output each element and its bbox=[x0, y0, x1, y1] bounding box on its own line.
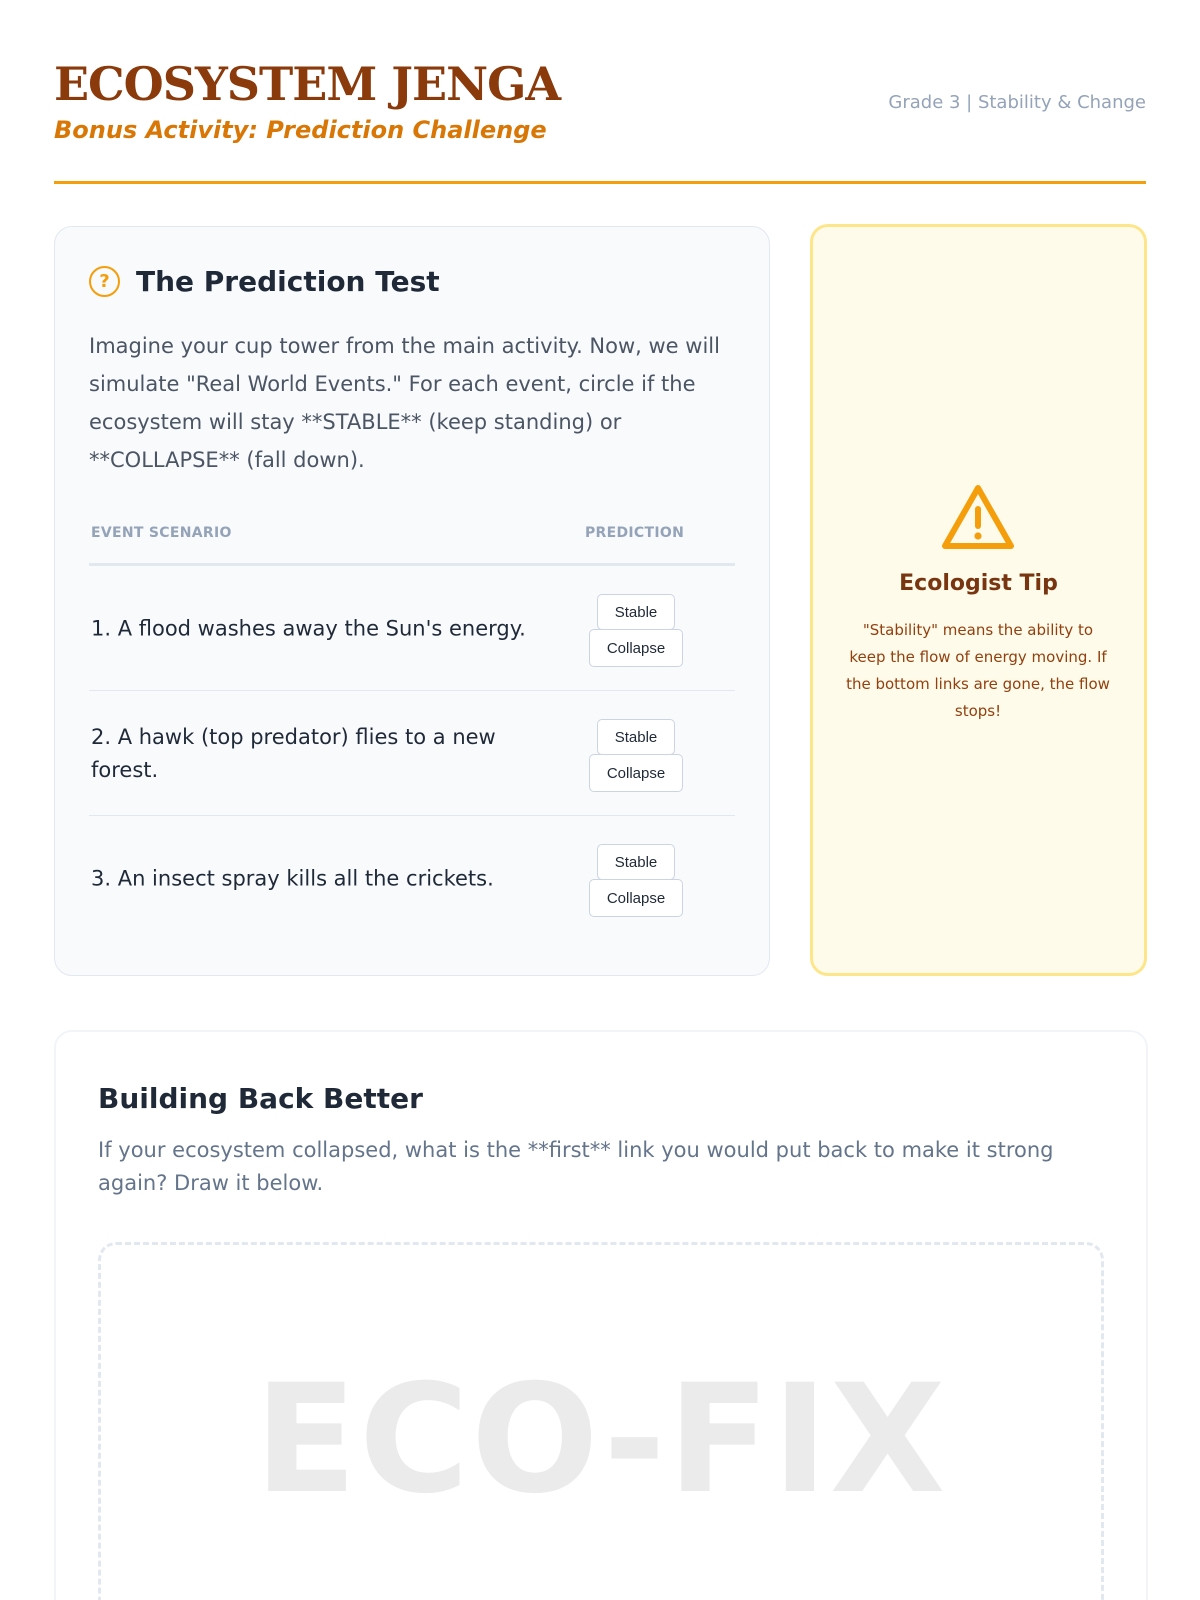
eco-fix-watermark: ECO-FIX bbox=[254, 1353, 948, 1527]
section-instructions: If your ecosystem collapsed, what is the **first** link you would put back to make it strong again? Draw it below. bbox=[98, 1138, 1054, 1195]
tip-title: Ecologist Tip bbox=[899, 571, 1058, 596]
event-scenario: 2. A hawk (top predator) flies to a new forest. bbox=[91, 724, 496, 782]
page-title: ECOSYSTEM JENGA bbox=[54, 57, 561, 111]
grade-label: Grade 3 | Stability & Change bbox=[888, 92, 1146, 113]
building-back-better-card bbox=[54, 1030, 1148, 1600]
section-title: Building Back Better bbox=[98, 1082, 423, 1115]
prediction-intro-text: Imagine your cup tower from the main activity. Now, we will simulate "Real World Events." For each event, circle if the ecosystem will stay **STABLE** (keep standing) or **COLLAPSE** (fall down). bbox=[89, 334, 720, 472]
table-row bbox=[89, 817, 735, 941]
event-scenario: 3. An insect spray kills all the crickets. bbox=[91, 866, 494, 891]
collapse-button[interactable]: Collapse bbox=[589, 879, 683, 917]
ecologist-tip-box bbox=[810, 224, 1147, 976]
table-row bbox=[89, 567, 735, 691]
column-header-prediction: PREDICTION bbox=[585, 525, 685, 541]
page-subtitle: Bonus Activity: Prediction Challenge bbox=[54, 116, 547, 144]
warning-triangle-icon bbox=[940, 483, 1016, 551]
stable-button[interactable]: Stable bbox=[597, 594, 675, 630]
stable-button[interactable]: Stable bbox=[597, 719, 675, 755]
drawing-area[interactable] bbox=[98, 1242, 1104, 1600]
prediction-test-title: The Prediction Test bbox=[136, 265, 440, 298]
event-scenario: 1. A flood washes away the Sun's energy. bbox=[91, 616, 526, 640]
question-circle-icon: ? bbox=[89, 266, 120, 297]
page-header bbox=[54, 56, 1146, 184]
table-header-divider bbox=[89, 563, 735, 566]
prediction-test-heading bbox=[89, 265, 440, 298]
table-row bbox=[89, 692, 735, 816]
tip-text: "Stability" means the ability to keep the flow of energy moving. If the bottom links are gone, the flow stops! bbox=[846, 621, 1110, 720]
column-header-event: EVENT SCENARIO bbox=[91, 525, 232, 541]
prediction-test-card bbox=[54, 226, 770, 976]
stable-button[interactable]: Stable bbox=[597, 844, 675, 880]
collapse-button[interactable]: Collapse bbox=[589, 754, 683, 792]
collapse-button[interactable]: Collapse bbox=[589, 629, 683, 667]
